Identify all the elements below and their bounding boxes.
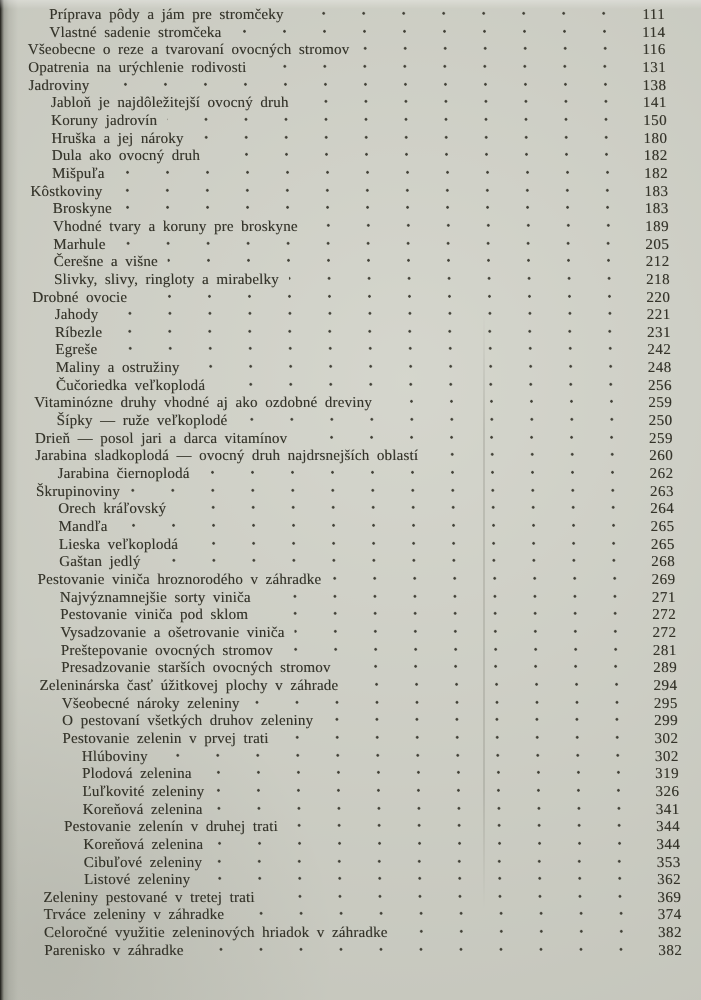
toc-entry	[37, 537, 675, 555]
toc-entry-title: Ľuľkovité zeleniny	[82, 783, 205, 800]
dot-leader	[115, 237, 630, 255]
toc-entry-title: Hruška a jej nároky	[51, 130, 184, 147]
toc-entry-title: Škrupinoviny	[35, 483, 121, 500]
dot-leader	[188, 537, 636, 555]
toc-entry-page: 272	[652, 624, 677, 641]
dot-leader	[234, 907, 643, 925]
toc-entry	[33, 307, 671, 325]
toc-entry-page: 259	[648, 430, 674, 447]
toc-entry	[33, 342, 671, 360]
toc-entry-title: Všeobecné nároky zeleniny	[61, 695, 240, 712]
dot-leader	[212, 802, 641, 820]
toc-entry	[41, 766, 679, 784]
dot-leader	[258, 607, 637, 625]
toc-entry-page: 341	[655, 801, 680, 818]
toc-entry-title: Koreňová zelenina	[83, 836, 204, 853]
dot-leader	[137, 290, 631, 308]
toc-entry-page: 242	[647, 342, 672, 359]
toc-entry-title: Marhule	[53, 236, 106, 253]
toc-entry-page: 374	[657, 907, 682, 924]
dot-leader	[189, 360, 632, 378]
toc-entry	[30, 148, 668, 166]
toc-entry	[39, 643, 677, 661]
dot-leader	[428, 448, 634, 466]
toc-entry	[33, 360, 671, 378]
toc-entry	[29, 95, 667, 113]
dot-leader	[168, 254, 631, 272]
toc-entry	[38, 607, 676, 625]
toc-entry	[44, 925, 682, 943]
dot-leader	[294, 625, 637, 643]
dot-leader	[289, 272, 631, 290]
dot-leader	[256, 60, 627, 78]
toc-entry-page: 264	[650, 501, 675, 518]
toc-entry-page: 259	[648, 395, 673, 412]
toc-entry-title: Jahody	[54, 307, 99, 324]
toc-entry-page: 138	[642, 77, 667, 94]
toc-entry-page: 111	[642, 7, 666, 23]
toc-entry	[44, 907, 682, 925]
toc-entry-page: 362	[656, 872, 682, 889]
toc-entry-page: 189	[644, 218, 670, 235]
toc-entry	[39, 678, 677, 696]
toc-entry-title: Parenisko v záhradke	[44, 942, 184, 959]
toc-entry-page: 262	[649, 466, 674, 483]
toc-entry-page: 299	[653, 713, 679, 730]
toc-entry-title: Najvýznamnejšie sorty viniča	[59, 589, 251, 606]
dot-leader	[117, 519, 635, 537]
toc-entry-title: Kôstkoviny	[30, 183, 103, 200]
toc-entry-page: 205	[645, 236, 670, 253]
toc-entry-page: 295	[653, 695, 678, 712]
toc-entry-page: 114	[641, 24, 666, 41]
dot-leader	[158, 749, 640, 767]
dot-leader	[348, 678, 638, 696]
toc-entry-page: 344	[655, 819, 681, 836]
toc-entry	[42, 802, 680, 820]
toc-entry-page: 220	[646, 289, 671, 306]
dot-leader	[200, 872, 642, 890]
toc-entry	[44, 943, 682, 961]
toc-entry-page: 319	[654, 766, 680, 783]
dot-leader	[331, 572, 637, 590]
dot-leader	[231, 25, 626, 43]
toc-entry-page: 326	[655, 783, 680, 800]
toc-entry	[28, 60, 666, 78]
toc-entry-page: 294	[653, 677, 678, 694]
toc-entry-title: Vhodné tvary a koruny pre broskyne	[52, 218, 298, 235]
toc-entry-title: Vlastné sadenie stromčeka	[49, 24, 222, 41]
toc-entry-page: 302	[654, 730, 679, 747]
toc-entry-page: 302	[654, 748, 679, 765]
toc-entry-page: 260	[649, 448, 674, 465]
toc-entry	[43, 855, 681, 873]
toc-entry-title: Vitaminózne druhy vhodné aj ako ozdobné dreviny	[34, 395, 373, 412]
dot-leader	[249, 696, 639, 714]
toc-entry-title: Koruny jadrovín	[50, 112, 158, 129]
toc-entry-title: Drieň — posol jari a darca vitamínov	[34, 430, 288, 447]
toc-entry-title: Ríbezle	[54, 324, 103, 341]
toc-entry	[38, 590, 676, 608]
dot-leader	[214, 784, 640, 802]
toc-entry-page: 268	[651, 554, 676, 571]
toc-entry	[31, 201, 669, 219]
dot-leader	[237, 413, 634, 431]
toc-entry-title: Presadzovanie starších ovocných stromov	[60, 660, 331, 677]
toc-entry	[34, 378, 672, 396]
toc-entry-page: 150	[642, 112, 668, 129]
toc-entry-title: Lieska veľkoplodá	[58, 536, 179, 553]
dot-leader	[293, 7, 626, 25]
dot-leader	[99, 78, 627, 96]
dot-leader	[323, 713, 639, 731]
toc-entry	[37, 572, 675, 590]
dot-leader	[297, 431, 634, 449]
toc-entry-title: Broskyne	[52, 201, 112, 218]
toc-entry-page: 256	[647, 377, 673, 394]
toc-entry-page: 131	[641, 59, 667, 76]
toc-entry	[34, 413, 672, 431]
dot-leader	[112, 325, 632, 343]
dot-leader	[340, 660, 638, 678]
toc-entry-title: Plodová zelenina	[81, 766, 192, 783]
toc-entry-page: 212	[645, 254, 670, 271]
toc-entry-page: 265	[650, 519, 675, 536]
toc-entry-title: Hlúboviny	[81, 748, 148, 765]
toc-entry-title: Šípky — ruže veľkoplodé	[56, 413, 228, 430]
toc-entry	[34, 395, 672, 413]
toc-entry-title: Dula ako ovocný druh	[51, 148, 201, 165]
dot-leader	[107, 342, 632, 360]
toc-entry-page: 344	[656, 836, 681, 853]
toc-entry-title: Opatrenia na urýchlenie rodivosti	[27, 59, 247, 76]
toc-entry-title: Zeleniny pestované v tretej trati	[43, 889, 255, 906]
toc-entry	[31, 219, 669, 237]
toc-entry-page: 382	[658, 942, 683, 959]
toc-entry-title: Mišpuľa	[51, 165, 105, 182]
toc-entry-page: 382	[657, 925, 683, 942]
toc-entry-page: 221	[646, 307, 671, 324]
dot-leader	[215, 378, 633, 396]
toc-entry-title: Koreňová zelenina	[82, 801, 203, 818]
dot-leader	[278, 731, 639, 749]
toc-entry-page: 269	[651, 572, 676, 588]
dot-leader	[130, 484, 635, 502]
toc-entry-page: 265	[650, 536, 676, 553]
toc-entry-page: 248	[647, 360, 672, 377]
toc-entry	[42, 819, 680, 837]
toc-entry-title: Jarabina sladkoplodá — ovocný druh najdrsnejších oblastí	[35, 448, 419, 465]
toc-entry-title: Jarabina čiernoplodá	[57, 466, 190, 483]
toc-entry	[29, 131, 667, 149]
toc-entry-page: 281	[652, 642, 677, 659]
dot-leader	[210, 148, 629, 166]
dot-leader	[382, 395, 634, 413]
toc-entry-title: Egreše	[55, 342, 98, 359]
toc-entry	[42, 837, 680, 855]
dot-leader	[288, 819, 641, 837]
toc-entry-page: 289	[652, 660, 678, 677]
toc-entry	[29, 113, 667, 131]
dot-leader	[261, 590, 637, 608]
toc-entry	[36, 501, 674, 519]
toc-entry-title: Trváce zeleniny v záhradke	[43, 907, 225, 924]
toc-entry-title: Cibuľové zeleniny	[83, 854, 203, 871]
toc-entry-title: Jabloň je najdôležitejší ovocný druh	[50, 95, 289, 112]
toc-entry	[28, 42, 666, 60]
toc-entry-title: Pestovanie viniča pod sklom	[60, 607, 249, 624]
toc-entry	[40, 696, 678, 714]
toc-entry-title: Príprava pôdy a jám pre stromčeky	[49, 7, 284, 23]
toc-entry	[36, 519, 674, 537]
toc-entry	[30, 166, 668, 184]
toc-entry	[43, 890, 681, 908]
toc-entry-page: 231	[646, 324, 672, 341]
toc-entry-title: Maliny a ostružiny	[55, 360, 180, 377]
toc-entry-title: O pestovaní všetkých druhov zeleniny	[61, 713, 314, 730]
dot-leader	[150, 554, 636, 572]
toc-entry	[27, 25, 665, 43]
toc-entry	[43, 872, 681, 890]
dot-leader	[298, 95, 627, 113]
dot-leader	[213, 837, 642, 855]
dot-leader	[202, 766, 641, 784]
dot-leader	[308, 219, 631, 237]
toc-entry-page: 116	[642, 42, 666, 59]
dot-leader	[114, 166, 629, 184]
toc-entry-title: Čučoriedka veľkoplodá	[55, 377, 206, 394]
dot-leader	[193, 131, 628, 149]
toc-entry-page: 182	[643, 165, 669, 182]
dot-leader	[112, 184, 629, 202]
toc-entry-title: Čerešne a višne	[53, 254, 158, 271]
toc-entry	[41, 784, 679, 802]
toc-entry	[39, 660, 677, 678]
toc-entry	[30, 184, 668, 202]
toc-entry-title: Vysadzovanie a ošetrovanie viniča	[60, 624, 285, 641]
toc-entry-title: Mandľa	[58, 519, 108, 536]
toc-entry-title: Listové zeleniny	[83, 872, 191, 889]
toc-entry-page: 182	[643, 148, 668, 165]
toc-entry-page: 183	[644, 201, 669, 218]
dot-leader	[359, 42, 627, 60]
toc-entry-title: Drobné ovocie	[32, 289, 128, 306]
toc-entry-title: Preštepovanie ovocných stromov	[60, 642, 274, 659]
toc-entry	[41, 749, 679, 767]
toc-entry	[27, 7, 665, 25]
dot-leader	[122, 201, 630, 219]
toc-entry-page: 271	[651, 589, 676, 606]
dot-leader	[199, 466, 634, 484]
toc-entry-title: Slivky, slivy, ringloty a mirabelky	[53, 271, 280, 288]
toc-entry	[33, 325, 671, 343]
toc-entry-page: 183	[644, 183, 669, 200]
toc-entry	[35, 466, 673, 484]
toc-entry-page: 353	[656, 854, 681, 871]
toc-entry-title: Gaštan jedlý	[59, 554, 141, 571]
toc-entry-page: 141	[642, 95, 667, 112]
toc-entry	[28, 78, 666, 96]
toc-entry-title: Pestovanie viniča hroznorodého v záhradke	[37, 572, 322, 588]
toc-entry	[32, 290, 670, 308]
toc-entry	[35, 431, 673, 449]
dot-leader	[283, 643, 638, 661]
toc-entry	[36, 484, 674, 502]
dot-leader	[265, 890, 643, 908]
toc-entry-page: 250	[648, 413, 673, 430]
toc-entry-page: 180	[643, 130, 668, 147]
toc-entry-page: 218	[645, 271, 671, 288]
dot-leader	[176, 501, 635, 519]
toc-entry	[31, 237, 669, 255]
toc-entry-title: Zeleninárska časť úžitkovej plochy v záhrade	[39, 677, 339, 694]
toc-list	[27, 7, 682, 960]
toc-entry	[32, 254, 670, 272]
toc-entry-title: Orech kráľovský	[58, 501, 167, 518]
toc-entry	[40, 731, 678, 749]
toc-entry	[37, 554, 675, 572]
toc-entry-title: Pestovanie zelenin v prvej trati	[62, 730, 269, 747]
dot-leader	[108, 307, 632, 325]
toc-entry-page: 369	[657, 889, 682, 906]
dot-leader	[397, 925, 643, 943]
toc-entry-title: Všeobecne o reze a tvarovaní ovocných stromov	[27, 42, 350, 59]
toc-entry-title: Pestovanie zelenín v druhej trati	[63, 819, 279, 836]
toc-entry-title: Celoročné využitie zeleninových hriadok v záhradke	[43, 925, 388, 942]
dot-leader	[212, 855, 642, 873]
toc-entry	[35, 448, 673, 466]
toc-entry-title: Jadroviny	[28, 77, 90, 94]
dot-leader	[167, 113, 628, 131]
dot-leader	[193, 943, 643, 961]
toc-entry	[38, 625, 676, 643]
toc-entry-page: 272	[652, 607, 677, 624]
toc-entry	[32, 272, 670, 290]
toc-entry-page: 263	[649, 483, 675, 500]
toc-entry	[40, 713, 678, 731]
